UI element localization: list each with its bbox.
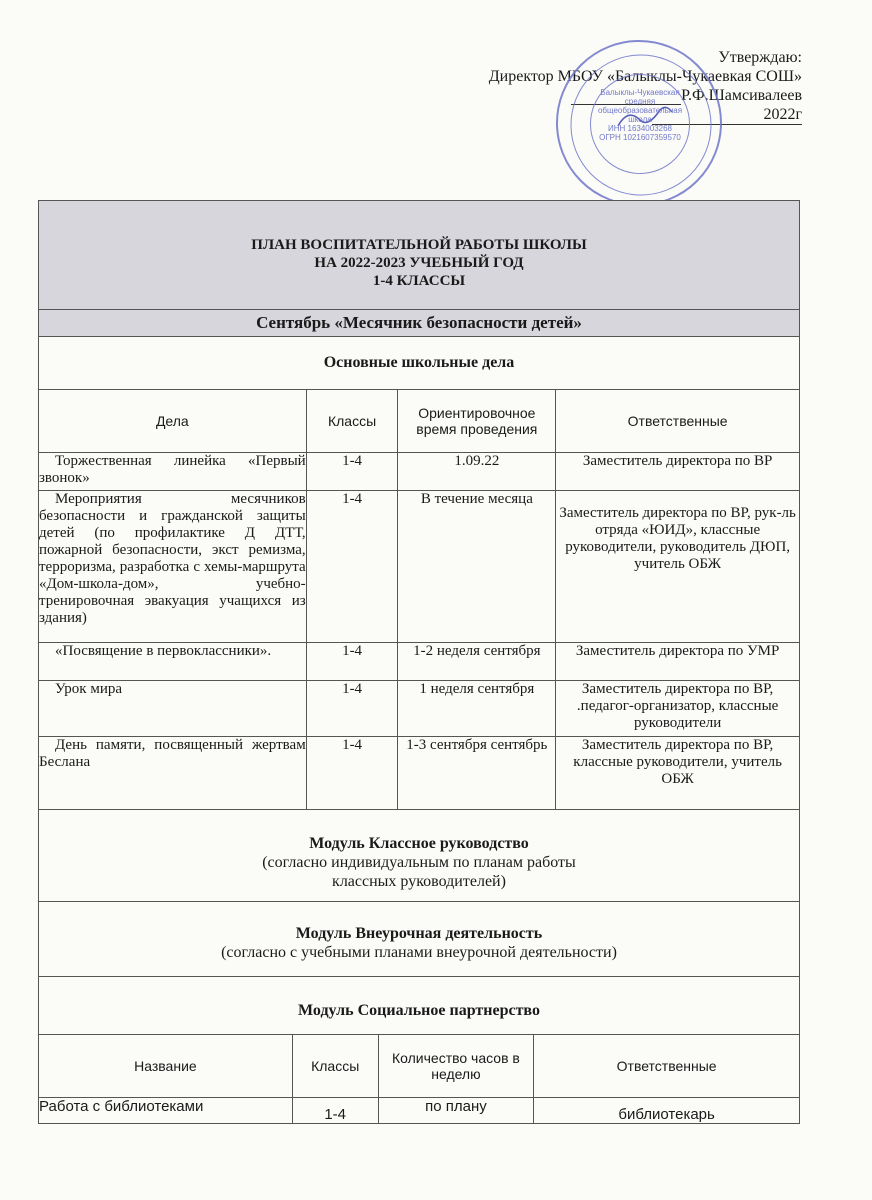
event-time: 1 неделя сентября: [398, 681, 556, 737]
module-extra-line1: (согласно с учебными планами внеурочной деятельности): [221, 943, 617, 961]
events-header-row: [39, 390, 799, 453]
plan-table: [38, 200, 800, 1124]
partners-header-row: [39, 1035, 799, 1098]
event-responsible: Заместитель директора по ВР, рук-ль отряда «ЮИД», классные руководители, руководитель ДЮП, учитель ОБЖ: [556, 491, 799, 643]
event-responsible: Заместитель директора по ВР, .педагог-организатор, классные руководители: [556, 681, 799, 737]
event-time: В течение месяца: [398, 491, 556, 643]
event-time: 1-2 неделя сентября: [398, 643, 556, 681]
table-row: [39, 737, 799, 809]
stamp-ogrn: ОГРН 1021607359570: [599, 133, 681, 142]
title-line3: 1-4 КЛАССЫ: [372, 273, 466, 289]
event-name: Мероприятия месячников безопасности и гражданской защиты детей (по профилактике Д ДТТ, пожарной безопасности, экст ремизма, терроризма, разработка с хемы-маршрута «Дом-школа-дом», учебно-тренировочная эвакуация учащихся из здания): [39, 491, 306, 626]
module-class-line2: классных руководителей): [332, 872, 506, 890]
partner-header-hours: Количество часов в неделю: [378, 1035, 534, 1098]
module-social-partnership: [39, 977, 799, 1034]
table-row: [39, 491, 799, 643]
month-title: Сентябрь «Месячник безопасности детей»: [39, 310, 799, 336]
module-extracurricular: [39, 902, 799, 976]
approval-name: Р.Ф.Шамсивалеев: [681, 87, 802, 104]
partner-header-classes: Классы: [292, 1035, 378, 1098]
module-social-title: Модуль Социальное партнерство: [298, 1001, 540, 1019]
event-name: «Посвящение в первоклассники».: [55, 643, 272, 659]
partner-hours: по плану: [378, 1097, 534, 1123]
event-classes: 1-4: [306, 643, 398, 681]
module-class-guidance: [39, 810, 799, 901]
plan-title: [39, 201, 799, 309]
event-responsible: Заместитель директора по ВР: [556, 453, 799, 491]
table-row: [39, 453, 799, 491]
header-classes: Классы: [306, 390, 398, 453]
event-classes: 1-4: [306, 681, 398, 737]
title-line1: ПЛАН ВОСПИТАТЕЛЬНОЙ РАБОТЫ ШКОЛЫ: [251, 237, 587, 253]
approval-year: 2022г: [652, 105, 802, 125]
partner-responsible: библиотекарь: [534, 1097, 799, 1123]
header-deeds: Дела: [39, 390, 306, 453]
event-name: День памяти, посвященный жертвам Беслана: [39, 737, 306, 770]
partners-table: [39, 1035, 799, 1124]
partner-name: Работа с библиотеками: [39, 1097, 292, 1123]
event-time: 1-3 сентября сентябрь: [398, 737, 556, 809]
school-stamp: [556, 40, 722, 206]
stamp-line2: средняя: [624, 97, 656, 106]
partner-header-responsible: Ответственные: [534, 1035, 799, 1098]
event-name: Урок мира: [55, 681, 123, 697]
section-main-title: Основные школьные дела: [323, 354, 515, 371]
stamp-line3: общеобразовательная: [597, 106, 683, 115]
header-responsible: Ответственные: [556, 390, 799, 453]
event-time: 1.09.22: [398, 453, 556, 491]
stamp-text: [594, 88, 686, 142]
module-extra-title: Модуль Внеурочная деятельность: [295, 924, 543, 942]
partner-header-name: Название: [39, 1035, 292, 1098]
stamp-line4: школа: [628, 115, 652, 124]
partner-classes: 1-4: [292, 1097, 378, 1123]
title-line2: НА 2022-2023 УЧЕБНЫЙ ГОД: [314, 255, 524, 271]
table-row: [39, 643, 799, 681]
module-class-title: Модуль Классное руководство: [309, 834, 529, 852]
event-classes: 1-4: [306, 737, 398, 809]
approval-approve: Утверждаю:: [718, 49, 802, 66]
approval-director: Директор МБОУ «Балыклы-Чукаевкая СОШ»: [488, 68, 802, 85]
module-class-line1: (согласно индивидуальным по планам работы: [262, 853, 576, 871]
event-responsible: Заместитель директора по ВР, классные руководители, учитель ОБЖ: [556, 737, 799, 809]
event-responsible: Заместитель директора по УМР: [556, 643, 799, 681]
event-classes: 1-4: [306, 453, 398, 491]
event-name: Торжественная линейка «Первый звонок»: [39, 453, 306, 486]
stamp-inn: ИНН 1634003268: [607, 124, 673, 133]
stamp-line1: Балыклы-Чукаевская: [600, 88, 680, 97]
header-time: Ориентировочное время проведения: [398, 390, 556, 453]
table-row: [39, 1097, 799, 1123]
title-row: [39, 201, 800, 310]
events-table: [39, 390, 799, 809]
table-row: [39, 681, 799, 737]
event-classes: 1-4: [306, 491, 398, 643]
